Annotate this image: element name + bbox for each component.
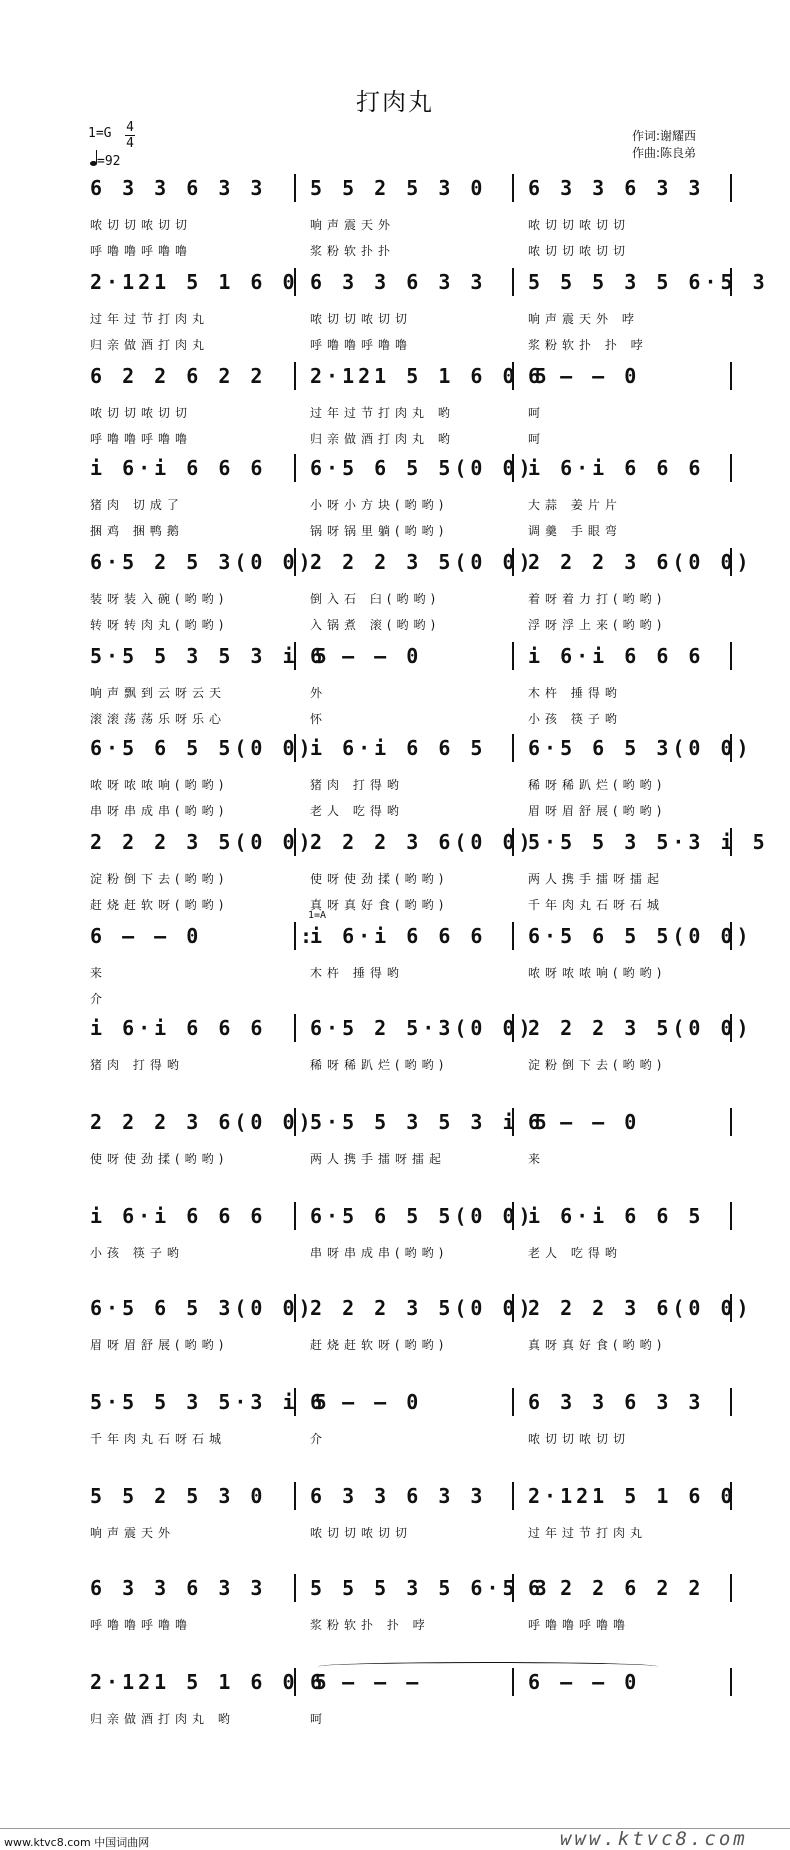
lyric-line-1: 小呀小方块(哟哟) [310, 498, 449, 512]
meter-bottom: 4 [126, 136, 134, 151]
score-system [0, 816, 790, 912]
lyric-line-2: 串呀串成串(哟哟) [90, 804, 229, 818]
note-sequence: 6·5 6 5 5(0 0) [90, 736, 315, 760]
note-sequence: 6·5 6 5 3(0 0) [528, 736, 753, 760]
lyric-line-1: 眉呀眉舒展(哟哟) [90, 1338, 229, 1352]
bar-line [294, 1202, 296, 1230]
bar-line [294, 174, 296, 202]
note-sequence: 5·5 5 3 5·3 i 5 [90, 1390, 331, 1414]
note-sequence: 6 3 3 6 3 3 [90, 1576, 267, 1600]
lyric-line-2: 滚滚荡荡乐呀乐心 [90, 712, 227, 726]
lyric-line-1: 归亲做酒打肉丸 哟 [90, 1712, 235, 1726]
lyric-line-1: 呵 [528, 406, 546, 420]
lyric-line-1: 赶烧赶软呀(哟哟) [310, 1338, 449, 1352]
lyric-line-1: 装呀装入碗(哟哟) [90, 592, 229, 606]
note-sequence: 5 5 2 5 3 0 [310, 176, 487, 200]
tempo-value: =92 [97, 154, 121, 169]
lyric-line-1: 老人 吃得哟 [528, 1246, 622, 1260]
note-sequence: 2 2 2 3 5(0 0) [90, 830, 315, 854]
lyric-line-2: 锅呀锅里躺(哟哟) [310, 524, 449, 538]
bar-line [730, 362, 732, 390]
lyric-line-2: 老人 吃得哟 [310, 804, 404, 818]
score-system [0, 722, 790, 818]
key-change-marking: 1=A [308, 910, 327, 921]
lyric-line-2: 真呀真好食(哟哟) [310, 898, 449, 912]
lyric-line-1: 稀呀稀趴烂(哟哟) [528, 778, 667, 792]
time-signature [124, 120, 136, 151]
bar-line [512, 1668, 514, 1696]
lyric-line-1: 真呀真好食(哟哟) [528, 1338, 667, 1352]
page-title: 打肉丸 [356, 88, 434, 116]
note-sequence: 2 2 2 3 6(0 0) [528, 1296, 753, 1320]
bar-line [730, 1202, 732, 1230]
bar-line [294, 454, 296, 482]
lyric-line-2: 浮呀浮上来(哟哟) [528, 618, 667, 632]
footer-left-text: www.ktvc8.com 中国词曲网 [4, 1836, 150, 1849]
lyric-line-1: 两人携手擂呀擂起 [528, 872, 665, 886]
lyric-line-2: 转呀转肉丸(哟哟) [90, 618, 229, 632]
score-system [0, 1282, 790, 1362]
key-signature: 1=G [88, 126, 112, 141]
lyric-line-1: 木杵 捶得哟 [310, 966, 404, 980]
note-sequence: 6 – – – [310, 1670, 423, 1694]
lyric-line-1: 使呀使劲揉(哟哟) [310, 872, 449, 886]
bar-line [512, 174, 514, 202]
note-sequence: 6·5 2 5·3(0 0) [310, 1016, 535, 1040]
note-sequence: 2 2 2 3 5(0 0) [528, 1016, 753, 1040]
lyric-line-2: 入锅煮 滚(哟哟) [310, 618, 441, 632]
note-sequence: 2·121 5 1 6 0 [528, 1484, 737, 1508]
lyric-line-2: 归亲做酒打肉丸 [90, 338, 210, 352]
lyric-line-2: 呼噜噜呼噜噜 [90, 244, 193, 258]
bar-line [730, 174, 732, 202]
lyric-line-1: 哝切切哝切切 [90, 218, 193, 232]
lyric-line-1: 稀呀稀趴烂(哟哟) [310, 1058, 449, 1072]
score-system [0, 1002, 790, 1082]
lyric-line-1: 过年过节打肉丸 [90, 312, 210, 326]
lyric-line-2: 小孩 筷子哟 [528, 712, 622, 726]
lyric-line-2: 呼噜噜呼噜噜 [90, 432, 193, 446]
lyric-line-2: 呼噜噜呼噜噜 [310, 338, 413, 352]
lyric-line-1: 哝切切哝切切 [90, 406, 193, 420]
note-sequence: 5·5 5 3 5·3 i 5 [528, 830, 769, 854]
note-sequence: 6·5 2 5 3(0 0) [90, 550, 315, 574]
lyric-line-1: 倒入石 臼(哟哟) [310, 592, 441, 606]
note-sequence: 6 – – 0 [528, 1110, 641, 1134]
score-system [0, 630, 790, 726]
score-system [0, 1376, 790, 1456]
note-sequence: 6 – – 0 [528, 1670, 641, 1694]
note-sequence: i 6·i 6 6 6 [528, 456, 705, 480]
bar-line [294, 1574, 296, 1602]
score-system [0, 256, 790, 352]
note-sequence: 6·5 6 5 5(0 0) [528, 924, 753, 948]
lyric-line-1: 响声飘到云呀云天 [90, 686, 227, 700]
lyric-line-1: 浆粉软扑 扑 哱 [310, 1618, 430, 1632]
lyric-line-1: 哝呀哝哝响(哟哟) [90, 778, 229, 792]
score-system [0, 1470, 790, 1550]
repeat-sign-icon: : [300, 924, 313, 948]
note-sequence: 6 – – 0 [528, 364, 641, 388]
lyric-line-1: 哝呀哝哝响(哟哟) [528, 966, 667, 980]
note-sequence: i 6·i 6 6 6 [90, 1204, 267, 1228]
score-system [0, 536, 790, 632]
lyric-line-1: 响声震天外 [310, 218, 396, 232]
lyric-line-2: 怀 [310, 712, 328, 726]
lyric-line-2: 归亲做酒打肉丸 哟 [310, 432, 455, 446]
note-sequence: 6 3 3 6 3 3 [90, 176, 267, 200]
lyric-line-1: 使呀使劲揉(哟哟) [90, 1152, 229, 1166]
lyric-line-1: 淀粉倒下去(哟哟) [90, 872, 229, 886]
score-system [0, 1562, 790, 1642]
note-sequence: i 6·i 6 6 6 [310, 924, 487, 948]
lyric-line-1: 哝切切哝切切 [528, 1432, 631, 1446]
note-sequence: 6 3 3 6 3 3 [528, 176, 705, 200]
lyric-line-1: 呵 [310, 1712, 328, 1726]
lyric-line-1: 大蒜 姜片片 [528, 498, 622, 512]
credits [632, 128, 696, 162]
note-sequence: 5·5 5 3 5 3 i 5 [90, 644, 331, 668]
bar-line [512, 268, 514, 296]
lyric-line-1: 猪肉 打得哟 [90, 1058, 184, 1072]
lyric-line-2: 哝切切哝切切 [528, 244, 631, 258]
note-sequence: 2·121 5 1 6 0 5 [90, 1670, 331, 1694]
note-sequence: i 6·i 6 6 5 [528, 1204, 705, 1228]
note-sequence: 6·5 6 5 5(0 0) [310, 1204, 535, 1228]
note-sequence: 2·121 5 1 6 0 [90, 270, 299, 294]
score-system [0, 162, 790, 258]
bar-line [730, 1388, 732, 1416]
bar-line [730, 1574, 732, 1602]
note-sequence: 6 3 3 6 3 3 [310, 270, 487, 294]
lyric-line-1: 来 [90, 966, 108, 980]
note-sequence: 2 2 2 3 6(0 0) [90, 1110, 315, 1134]
note-sequence: 2 2 2 3 6(0 0) [528, 550, 753, 574]
note-sequence: i 6·i 6 6 6 [90, 456, 267, 480]
bar-line [730, 454, 732, 482]
score-system [0, 350, 790, 446]
lyric-line-1: 响声震天外 [90, 1526, 176, 1540]
note-sequence: 6 2 2 6 2 2 [528, 1576, 705, 1600]
lyric-line-1: 哝切切哝切切 [310, 312, 413, 326]
lyric-line-2: 捆鸡 捆鸭鹅 [90, 524, 184, 538]
lyric-line-1: 呼噜噜呼噜噜 [528, 1618, 631, 1632]
note-sequence: 6 3 3 6 3 3 [310, 1484, 487, 1508]
note-sequence: 2·121 5 1 6 0 5 [310, 364, 551, 388]
lyric-line-1: 过年过节打肉丸 哟 [310, 406, 455, 420]
bar-line [512, 734, 514, 762]
meter-top: 4 [126, 120, 134, 135]
bar-line [512, 1388, 514, 1416]
note-sequence: 6·5 6 5 3(0 0) [90, 1296, 315, 1320]
lyric-line-1: 千年肉丸石呀石城 [90, 1432, 227, 1446]
bar-line [512, 922, 514, 950]
lyric-line-1: 介 [310, 1432, 328, 1446]
lyric-line-1: 串呀串成串(哟哟) [310, 1246, 449, 1260]
lyric-line-2: 介 [90, 992, 108, 1006]
bar-line [294, 1482, 296, 1510]
lyric-line-1: 两人携手擂呀擂起 [310, 1152, 447, 1166]
note-sequence: 5 5 5 3 5 6·5 3 [310, 1576, 551, 1600]
note-sequence: 6 2 2 6 2 2 [90, 364, 267, 388]
lyric-line-1: 响声震天外 哱 [528, 312, 639, 326]
note-sequence: 5·5 5 3 5 3 i 5 [310, 1110, 551, 1134]
note-sequence: 6 – – 0 [310, 1390, 423, 1414]
lyric-line-1: 淀粉倒下去(哟哟) [528, 1058, 667, 1072]
note-sequence: 5 5 2 5 3 0 [90, 1484, 267, 1508]
lyric-line-1: 外 [310, 686, 328, 700]
bar-line [294, 362, 296, 390]
note-sequence: 2 2 2 3 5(0 0) [310, 1296, 535, 1320]
bar-line [294, 922, 296, 950]
lyric-line-1: 猪肉 切成了 [90, 498, 184, 512]
lyric-line-2: 浆粉软扑扑 [310, 244, 396, 258]
note-sequence: 6 – – 0 [90, 924, 203, 948]
score-system [0, 1096, 790, 1176]
note-sequence: i 6·i 6 6 6 [90, 1016, 267, 1040]
bar-line [730, 642, 732, 670]
note-sequence: 2 2 2 3 6(0 0) [310, 830, 535, 854]
bar-line [294, 1014, 296, 1042]
note-sequence: 5 5 5 3 5 6·5 3 [528, 270, 769, 294]
lyric-line-2: 千年肉丸石呀石城 [528, 898, 665, 912]
lyric-line-2: 呵 [528, 432, 546, 446]
lyric-line-1: 过年过节打肉丸 [528, 1526, 648, 1540]
score-system [0, 1190, 790, 1270]
lyric-line-1: 木杵 捶得哟 [528, 686, 622, 700]
lyric-line-2: 调羹 手眼弯 [528, 524, 622, 538]
lyric-line-2: 赶烧赶软呀(哟哟) [90, 898, 229, 912]
score-system [0, 910, 790, 1006]
bar-line [512, 1482, 514, 1510]
lyric-line-2: 眉呀眉舒展(哟哟) [528, 804, 667, 818]
lyricist: 作词:谢耀西 [632, 129, 697, 143]
lyric-line-1: 来 [528, 1152, 546, 1166]
note-sequence: 2 2 2 3 5(0 0) [310, 550, 535, 574]
tie-icon [318, 1662, 658, 1671]
score-system [0, 442, 790, 538]
composer: 作曲:陈良弟 [632, 146, 697, 160]
lyric-line-1: 哝切切哝切切 [310, 1526, 413, 1540]
note-sequence: 6 3 3 6 3 3 [528, 1390, 705, 1414]
note-sequence: i 6·i 6 6 5 [310, 736, 487, 760]
bar-line [730, 1668, 732, 1696]
bar-line [730, 1108, 732, 1136]
lyric-line-1: 猪肉 打得哟 [310, 778, 404, 792]
note-sequence: 6·5 6 5 5(0 0) [310, 456, 535, 480]
bar-line [512, 642, 514, 670]
lyric-line-2: 浆粉软扑 扑 哱 [528, 338, 648, 352]
lyric-line-1: 呼噜噜呼噜噜 [90, 1618, 193, 1632]
footer-watermark: www.ktvc8.com [560, 1828, 748, 1850]
lyric-line-1: 小孩 筷子哟 [90, 1246, 184, 1260]
lyric-line-1: 哝切切哝切切 [528, 218, 631, 232]
note-sequence: 6 – – 0 [310, 644, 423, 668]
lyric-line-1: 着呀着力打(哟哟) [528, 592, 667, 606]
score-system [0, 1656, 790, 1736]
note-sequence: i 6·i 6 6 6 [528, 644, 705, 668]
